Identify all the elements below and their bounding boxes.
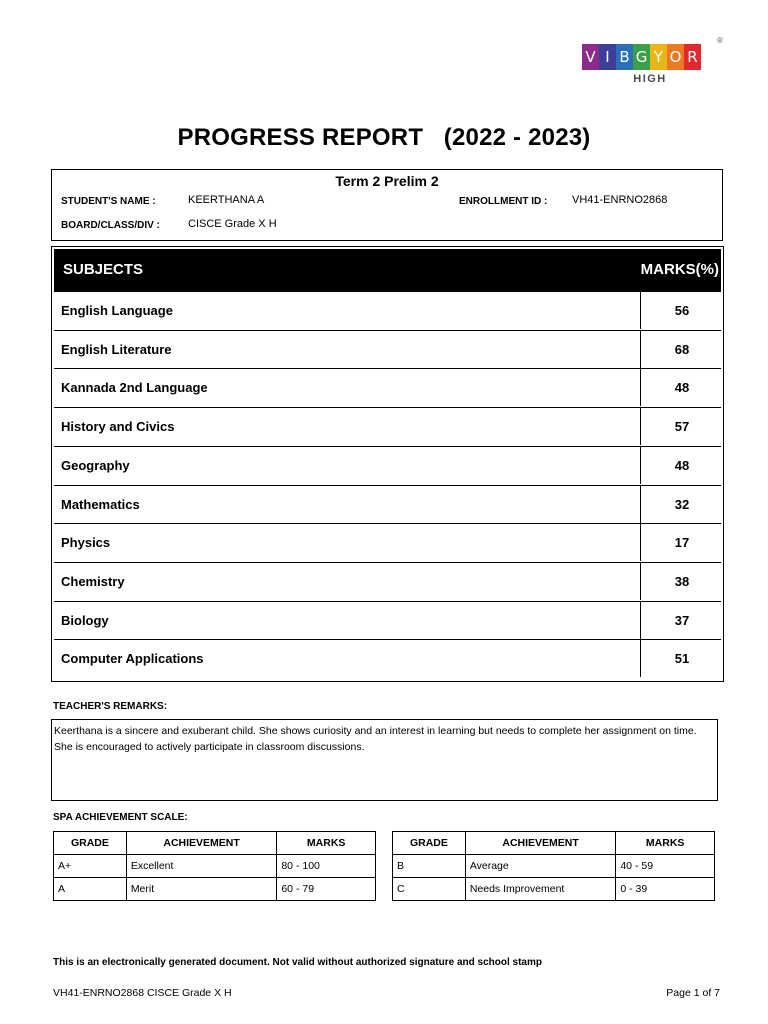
column-divider bbox=[640, 447, 641, 484]
logo-letter: Y bbox=[650, 44, 667, 70]
subject-name: English Literature bbox=[61, 341, 172, 357]
enrollment-id-value: VH41-ENRNO2868 bbox=[572, 194, 668, 206]
table-row bbox=[54, 878, 376, 901]
subject-marks: 56 bbox=[674, 303, 690, 318]
logo-letter: G bbox=[633, 44, 650, 70]
table-header-row bbox=[54, 832, 376, 855]
subject-marks: 51 bbox=[674, 651, 690, 667]
marks-range-header: MARKS bbox=[616, 832, 715, 855]
grade-cell: B bbox=[393, 855, 466, 878]
registered-mark: ® bbox=[717, 36, 723, 45]
page-number: Page 1 of 7 bbox=[666, 987, 720, 999]
achievement-cell: Needs Improvement bbox=[465, 878, 616, 901]
subject-marks: 38 bbox=[674, 573, 690, 589]
table-row bbox=[54, 485, 721, 523]
grade-header: GRADE bbox=[54, 832, 127, 855]
board-class-value: CISCE Grade X H bbox=[188, 218, 277, 230]
subject-name: Mathematics bbox=[61, 496, 140, 512]
subject-marks: 68 bbox=[674, 341, 690, 357]
column-divider bbox=[640, 292, 641, 329]
marks-table-header bbox=[54, 249, 721, 291]
marks-range-header: MARKS bbox=[277, 832, 376, 855]
table-row bbox=[54, 562, 721, 600]
subject-name: History and Civics bbox=[61, 419, 175, 435]
marks-range-cell: 80 - 100 bbox=[277, 855, 376, 878]
column-divider bbox=[640, 563, 641, 600]
column-divider bbox=[640, 331, 641, 368]
subject-marks: 57 bbox=[674, 419, 690, 435]
teacher-remarks-label: TEACHER'S REMARKS: bbox=[53, 701, 168, 712]
table-row bbox=[54, 446, 721, 484]
logo-subtext: HIGH bbox=[633, 73, 667, 85]
logo-letter: B bbox=[616, 44, 633, 70]
school-logo bbox=[582, 36, 723, 88]
marks-table bbox=[51, 246, 724, 682]
table-row bbox=[54, 368, 721, 406]
teacher-remarks-box: Keerthana is a sincere and exuberant child. She shows curiosity and an interest in learning but needs to complete her assignment on time. She is encouraged to actively participate in classroom discussions. bbox=[51, 719, 718, 801]
subject-name: Computer Applications bbox=[61, 651, 204, 667]
table-row bbox=[393, 855, 715, 878]
grade-cell: A bbox=[54, 878, 127, 901]
achievement-header: ACHIEVEMENT bbox=[126, 832, 277, 855]
spa-scale-label: SPA ACHIEVEMENT SCALE: bbox=[53, 812, 188, 823]
logo-letter: O bbox=[667, 44, 684, 70]
grade-cell: A+ bbox=[54, 855, 127, 878]
table-row bbox=[54, 330, 721, 368]
grade-header: GRADE bbox=[393, 832, 466, 855]
marks-header: MARKS(%) bbox=[640, 261, 719, 278]
enrollment-id-label: ENROLLMENT ID : bbox=[459, 196, 548, 207]
column-divider bbox=[640, 640, 641, 677]
logo-letter: R bbox=[684, 44, 701, 70]
logo-letters bbox=[582, 44, 718, 70]
subject-name: Kannada 2nd Language bbox=[61, 380, 208, 396]
achievement-header: ACHIEVEMENT bbox=[465, 832, 616, 855]
grade-scale-table-left bbox=[53, 831, 376, 901]
grade-cell: C bbox=[393, 878, 466, 901]
report-title: PROGRESS REPORT (2022 - 2023) bbox=[177, 124, 591, 151]
table-row bbox=[54, 523, 721, 561]
student-name-label: STUDENT'S NAME : bbox=[61, 196, 156, 207]
logo-letter: V bbox=[582, 44, 599, 70]
table-row bbox=[54, 291, 721, 329]
subject-marks: 32 bbox=[674, 496, 690, 512]
subjects-header: SUBJECTS bbox=[63, 261, 144, 278]
column-divider bbox=[640, 369, 641, 406]
subject-marks: 48 bbox=[674, 380, 690, 396]
subject-name: Geography bbox=[61, 457, 130, 473]
student-info-box bbox=[51, 169, 723, 241]
achievement-cell: Merit bbox=[126, 878, 277, 901]
subject-name: Biology bbox=[61, 612, 109, 628]
achievement-cell: Average bbox=[465, 855, 616, 878]
subject-marks: 37 bbox=[674, 612, 690, 628]
marks-range-cell: 40 - 59 bbox=[616, 855, 715, 878]
table-row bbox=[393, 878, 715, 901]
logo-letter: I bbox=[599, 44, 616, 70]
column-divider bbox=[640, 602, 641, 639]
subject-marks: 48 bbox=[674, 457, 690, 473]
marks-range-cell: 0 - 39 bbox=[616, 878, 715, 901]
term-label: Term 2 Prelim 2 bbox=[335, 173, 439, 189]
marks-range-cell: 60 - 79 bbox=[277, 878, 376, 901]
subject-name: Physics bbox=[61, 535, 111, 551]
grade-scale-table-right bbox=[392, 831, 715, 901]
subject-marks: 17 bbox=[674, 535, 690, 551]
table-row bbox=[54, 601, 721, 639]
achievement-cell: Excellent bbox=[126, 855, 277, 878]
column-divider bbox=[640, 408, 641, 445]
table-row bbox=[54, 855, 376, 878]
column-divider bbox=[640, 486, 641, 523]
subject-name: English Language bbox=[61, 303, 173, 318]
validity-note: This is an electronically generated document. Not valid without authorized signature and school stamp bbox=[53, 957, 542, 968]
table-row bbox=[54, 639, 721, 677]
table-row bbox=[54, 407, 721, 445]
subject-name: Chemistry bbox=[61, 573, 125, 589]
table-header-row bbox=[393, 832, 715, 855]
student-name-value: KEERTHANA A bbox=[188, 194, 265, 206]
column-divider bbox=[640, 524, 641, 561]
footer-document-id: VH41-ENRNO2868 CISCE Grade X H bbox=[53, 987, 232, 999]
board-class-label: BOARD/CLASS/DIV : bbox=[61, 220, 160, 231]
